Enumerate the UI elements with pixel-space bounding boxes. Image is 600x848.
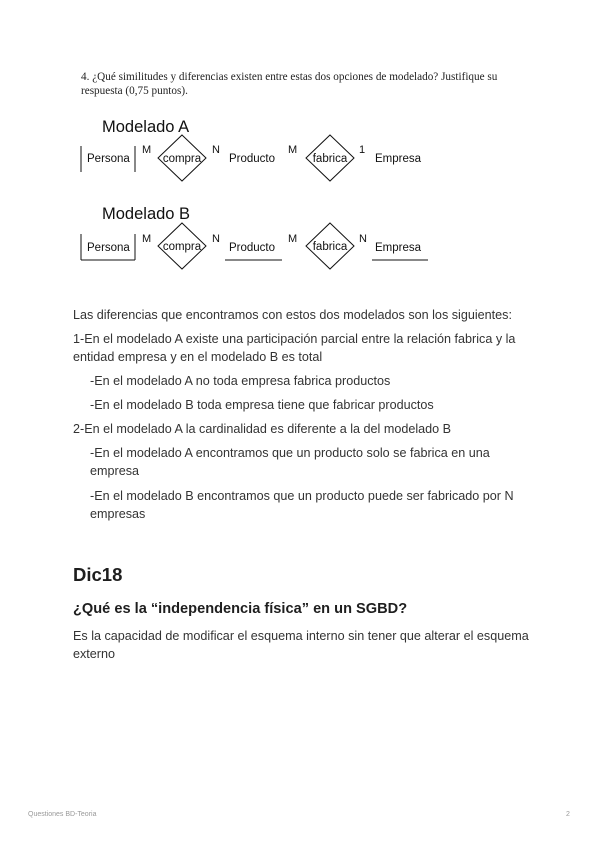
diagram-a-title: Modelado A bbox=[102, 118, 190, 136]
section-answer: Es la capacidad de modificar el esquema interno sin tener que alterar el esquema externo bbox=[73, 629, 529, 661]
diagram-b-entity-producto: Producto bbox=[229, 242, 276, 254]
diagram-a-card-2: N bbox=[212, 144, 220, 156]
er-diagrams bbox=[78, 112, 438, 272]
diagram-b bbox=[81, 205, 428, 269]
section-title: Dic18 bbox=[73, 564, 123, 585]
answer-point-2-sub-2: -En el modelado B encontramos que un producto puede ser fabricado por N empresas bbox=[90, 489, 514, 521]
diagram-a-entity-persona: Persona bbox=[87, 153, 130, 165]
diagram-a-card-1: M bbox=[142, 144, 152, 156]
diagram-b-card-4: N bbox=[359, 233, 367, 245]
answer-point-2: 2-En el modelado A la cardinalidad es diferente a la del modelado B bbox=[73, 422, 452, 436]
footer-doc-title: Questiones BD-Teoria bbox=[28, 811, 97, 818]
answer-point-1-sub-2: -En el modelado B toda empresa tiene que fabricar productos bbox=[90, 398, 434, 412]
diagram-b-entity-empresa: Empresa bbox=[375, 242, 422, 254]
section-question: ¿Qué es la “independencia física” en un SGBD? bbox=[73, 601, 408, 617]
diagram-a bbox=[81, 118, 422, 181]
footer-page-number: 2 bbox=[566, 811, 570, 818]
diagram-b-entity-persona: Persona bbox=[87, 242, 130, 254]
diagram-b-card-2: N bbox=[212, 233, 220, 245]
diagram-b-rel-fabrica: fabrica bbox=[312, 241, 348, 253]
diagram-b-title: Modelado B bbox=[102, 205, 191, 223]
diagram-a-card-3: M bbox=[288, 144, 298, 156]
diagram-b-rel-compra: compra bbox=[162, 241, 202, 253]
diagram-a-card-4: 1 bbox=[359, 144, 366, 156]
answer-point-2-sub-1: -En el modelado A encontramos que un producto solo se fabrica en una empresa bbox=[90, 446, 490, 478]
diagram-a-entity-producto: Producto bbox=[229, 153, 276, 165]
diagram-b-card-3: M bbox=[288, 233, 298, 245]
diagram-a-rel-fabrica: fabrica bbox=[312, 153, 348, 165]
answer-point-1: 1-En el modelado A existe una participación parcial entre la relación fabrica y la entidad empresa y en el modelado B es total bbox=[73, 332, 516, 364]
answer-intro: Las diferencias que encontramos con estos dos modelados son los siguientes: bbox=[73, 308, 512, 322]
diagram-b-card-1: M bbox=[142, 233, 152, 245]
diagram-a-rel-compra: compra bbox=[162, 153, 202, 165]
answer-point-1-sub-1: -En el modelado A no toda empresa fabrica productos bbox=[90, 374, 391, 388]
diagram-a-entity-empresa: Empresa bbox=[375, 153, 422, 165]
exam-question: 4. ¿Qué similitudes y diferencias existen entre estas dos opciones de modelado? Justifique su respuesta (0,75 puntos). bbox=[81, 71, 498, 97]
